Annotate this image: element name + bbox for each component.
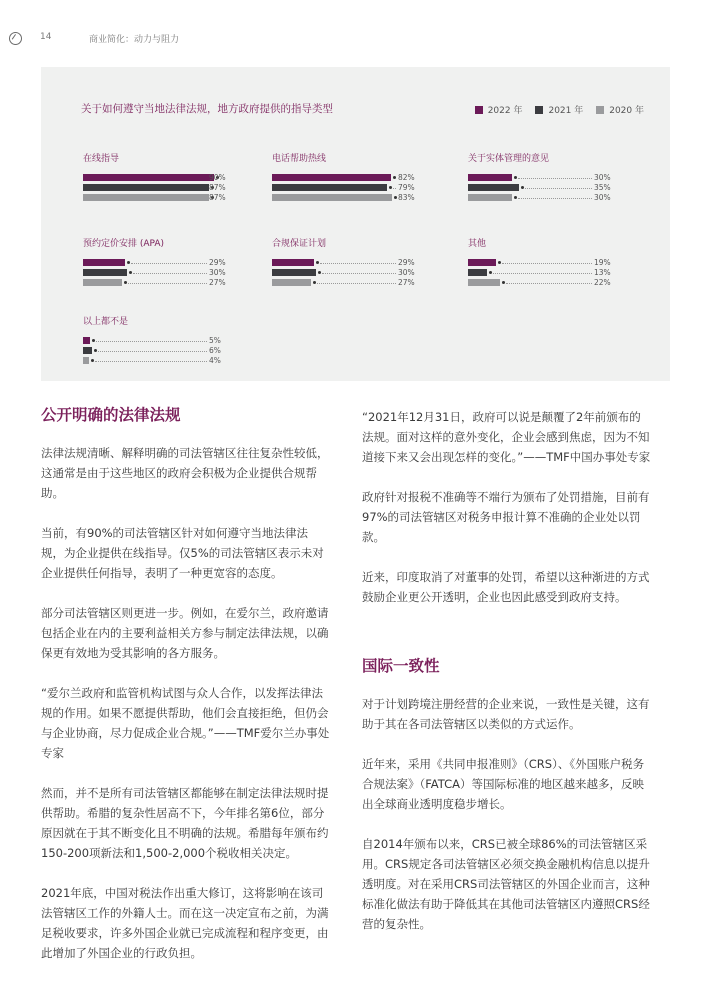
bar-group-label: 合规保证计划 [272,239,327,249]
bar [272,279,311,286]
paragraph: 对于计划跨境注册经营的企业来说，一致性是关键，这有助于其在各司法管辖区以类似的方式运作。 [362,697,650,731]
bar [83,357,89,364]
data-label: 5% [209,336,221,345]
bar-end-dot [313,281,316,284]
bar-end-dot [489,271,492,274]
bar [468,279,500,286]
legend-swatch-2021 [535,106,543,114]
bar [83,337,90,344]
data-label: 87% [209,183,226,192]
bar [272,194,392,201]
bar-row [83,336,273,346]
bar-end-dot [514,176,517,179]
bar-row [272,183,462,193]
bar-row [272,278,462,288]
compass-icon [9,32,22,45]
bar-row [83,183,273,193]
bar [272,269,316,276]
bar [83,269,127,276]
leader-line [320,263,396,264]
leader-line [493,273,592,274]
data-label: 27% [398,278,415,287]
data-label: 30% [398,268,415,277]
leader-line [133,273,207,274]
bar [272,184,387,191]
data-label: 4% [209,356,221,365]
data-label: 83% [398,193,415,202]
paragraph: 2021年底，中国对税法作出重大修订，这将影响在该司法管辖区工作的外籍人士。而在这一决定宣布之前，为满足税收要求，许多外国企业就已完成流程和程序变更，由此增加了外国企业的行政负担。 [41,886,329,960]
leader-line [322,273,396,274]
data-label: 29% [209,258,226,267]
bar-end-dot [502,281,505,284]
bar-end-dot [127,261,130,264]
leader-line [95,361,207,362]
bar-end-dot [514,196,517,199]
bar-end-dot [521,186,524,189]
bar-row [83,173,273,183]
quote-paragraph: “2021年12月31日，政府可以说是颠覆了2年前颁布的法规。面对这样的意外变化，企业会感到焦虑，因为不知道接下来又会出现怎样的变化。”——TMF中国办事处专家 [362,410,651,464]
paragraph: 当前，有90%的司法管辖区针对如何遵守当地法律法规，为企业提供在线指导。仅5%的司法管辖区表示未对企业提供任何指导，表明了一种更宽容的态度。 [41,526,324,580]
bar-group-label: 在线指导 [83,154,120,164]
bar [83,347,92,354]
leader-line [393,188,396,189]
bar-row [83,193,273,203]
right-column [362,407,651,954]
bar-row [468,268,658,278]
bar-end-dot [389,186,392,189]
legend-swatch-2022 [475,106,483,114]
data-label: 27% [209,278,226,287]
page-number: 14 [40,32,52,42]
bar-end-dot [91,359,94,362]
bar-end-dot [94,349,97,352]
leader-line [506,283,592,284]
paragraph: 近年来，采用《共同申报准则》（CRS）、《外国账户税务合规法案》（FATCA）等国际标准的地区越来越多，反映出全球商业透明度稳步增长。 [362,757,645,811]
bar-row [83,278,273,288]
chart-legend [475,103,644,116]
data-label: 6% [209,346,221,355]
bar-row [468,278,658,288]
bar [468,184,519,191]
data-label: 30% [209,268,226,277]
legend-swatch-2020 [596,106,604,114]
data-label: 13% [594,268,611,277]
bar-group-label: 电话帮助热线 [272,154,327,164]
bar-group-label: 以上都不是 [83,317,129,327]
bar-group-label: 预约定价安排 (APA) [83,239,165,249]
legend-label-2021: 2021 年 [548,106,584,116]
leader-line [518,178,592,179]
running-header-title: 商业简化：动力与阻力 [89,35,180,45]
bar-end-dot [129,271,132,274]
data-label: 19% [594,258,611,267]
data-label: 90% [209,173,226,182]
bar-end-dot [498,261,501,264]
paragraph: 法律法规清晰、解释明确的司法管辖区往往复杂性较低，这通常是由于这些地区的政府会积极为企业提供合规帮助。 [41,446,329,500]
paragraph: 自2014年颁布以来，CRS已被全球86%的司法管辖区采用。CRS规定各司法管辖区必须交换金融机构信息以提升透明度。对在采用CRS司法管辖区的外国企业而言，这种标准化做法有助于降低其在其他司法管辖区内遵照CRS经营的复杂性。 [362,837,650,931]
data-label: 82% [398,173,415,182]
bar [468,259,496,266]
leader-line [525,188,592,189]
leader-line [131,263,207,264]
data-label: 87% [209,193,226,202]
left-column [41,404,330,983]
bar-end-dot [92,339,95,342]
bar-end-dot [124,281,127,284]
bar [83,194,209,201]
bar-group-label: 关于实体管理的意见 [468,154,550,164]
bar-group [83,317,273,366]
legend-label-2020: 2020 年 [609,106,644,116]
bar-row [468,173,658,183]
bar-group [83,154,273,203]
bar-row [272,258,462,268]
legend-item-2021 [535,103,583,116]
bar [272,174,391,181]
data-label: 22% [594,278,611,287]
leader-line [96,341,207,342]
leader-line [128,283,207,284]
bar-group [468,154,658,203]
leader-line [518,198,592,199]
bar [468,194,512,201]
data-label: 30% [594,173,611,182]
bar-row [83,346,273,356]
paragraph: 政府针对报税不准确等不端行为颁布了处罚措施，目前有97%的司法管辖区对税务申报计算不准确的企业处以罚款。 [362,490,650,544]
bar [83,184,209,191]
leader-line [98,351,207,352]
bar-row [468,258,658,268]
bar [468,269,487,276]
data-label: 29% [398,258,415,267]
bar-row [272,193,462,203]
paragraph: 近来，印度取消了对董事的处罚，希望以这种渐进的方式鼓励企业更公开透明，企业也因此感受到政府支持。 [362,570,650,604]
leader-line [502,263,592,264]
bar-group-label: 其他 [468,239,487,249]
bar-row [83,258,273,268]
bar [83,279,122,286]
bar-row [83,268,273,278]
bar-group [272,154,462,203]
section-heading-consistency: 国际一致性 [362,657,440,675]
paragraph: 部分司法管辖区则更进一步。例如，在爱尔兰，政府邀请包括企业在内的主要利益相关方参与制定法律法规，以确保更有效地为受其影响的各方服务。 [41,606,329,660]
bar-end-dot [393,176,396,179]
leader-line [317,283,396,284]
bar [468,174,512,181]
bar-row [83,356,273,366]
chart-title: 关于如何遵守当地法律法规，地方政府提供的指导类型 [81,103,333,115]
bar [272,259,314,266]
bar-end-dot [394,196,397,199]
bar-group [83,239,273,288]
bar-end-dot [316,261,319,264]
bar-row [468,183,658,193]
data-label: 30% [594,193,611,202]
data-label: 79% [398,183,415,192]
legend-item-2022 [475,103,523,116]
bar-group [468,239,658,288]
section-heading-regulations: 公开明确的法律法规 [41,406,181,424]
chart-panel [41,67,670,381]
bar-row [468,193,658,203]
legend-label-2022: 2022 年 [487,106,523,116]
bar [83,174,214,181]
bar [83,259,125,266]
legend-item-2020 [596,103,644,116]
paragraph: 然而，并不是所有司法管辖区都能够在制定法律法规时提供帮助。希腊的复杂性居高不下，今年排名第6位，部分原因就在于其不断变化且不明确的法规。希腊每年颁布约150-200项新法和1,500-2,000个税收相关决定。 [41,786,329,860]
bar-end-dot [318,271,321,274]
bar-row [272,173,462,183]
bar-row [272,268,462,278]
bar-group [272,239,462,288]
data-label: 35% [594,183,611,192]
quote-paragraph: “爱尔兰政府和监管机构试图与众人合作，以发挥法律法规的作用。如果不愿提供帮助，他们会直接拒绝，但仍会与企业协商，尽力促成企业合规。”——TMF爱尔兰办事处专家 [41,686,330,760]
